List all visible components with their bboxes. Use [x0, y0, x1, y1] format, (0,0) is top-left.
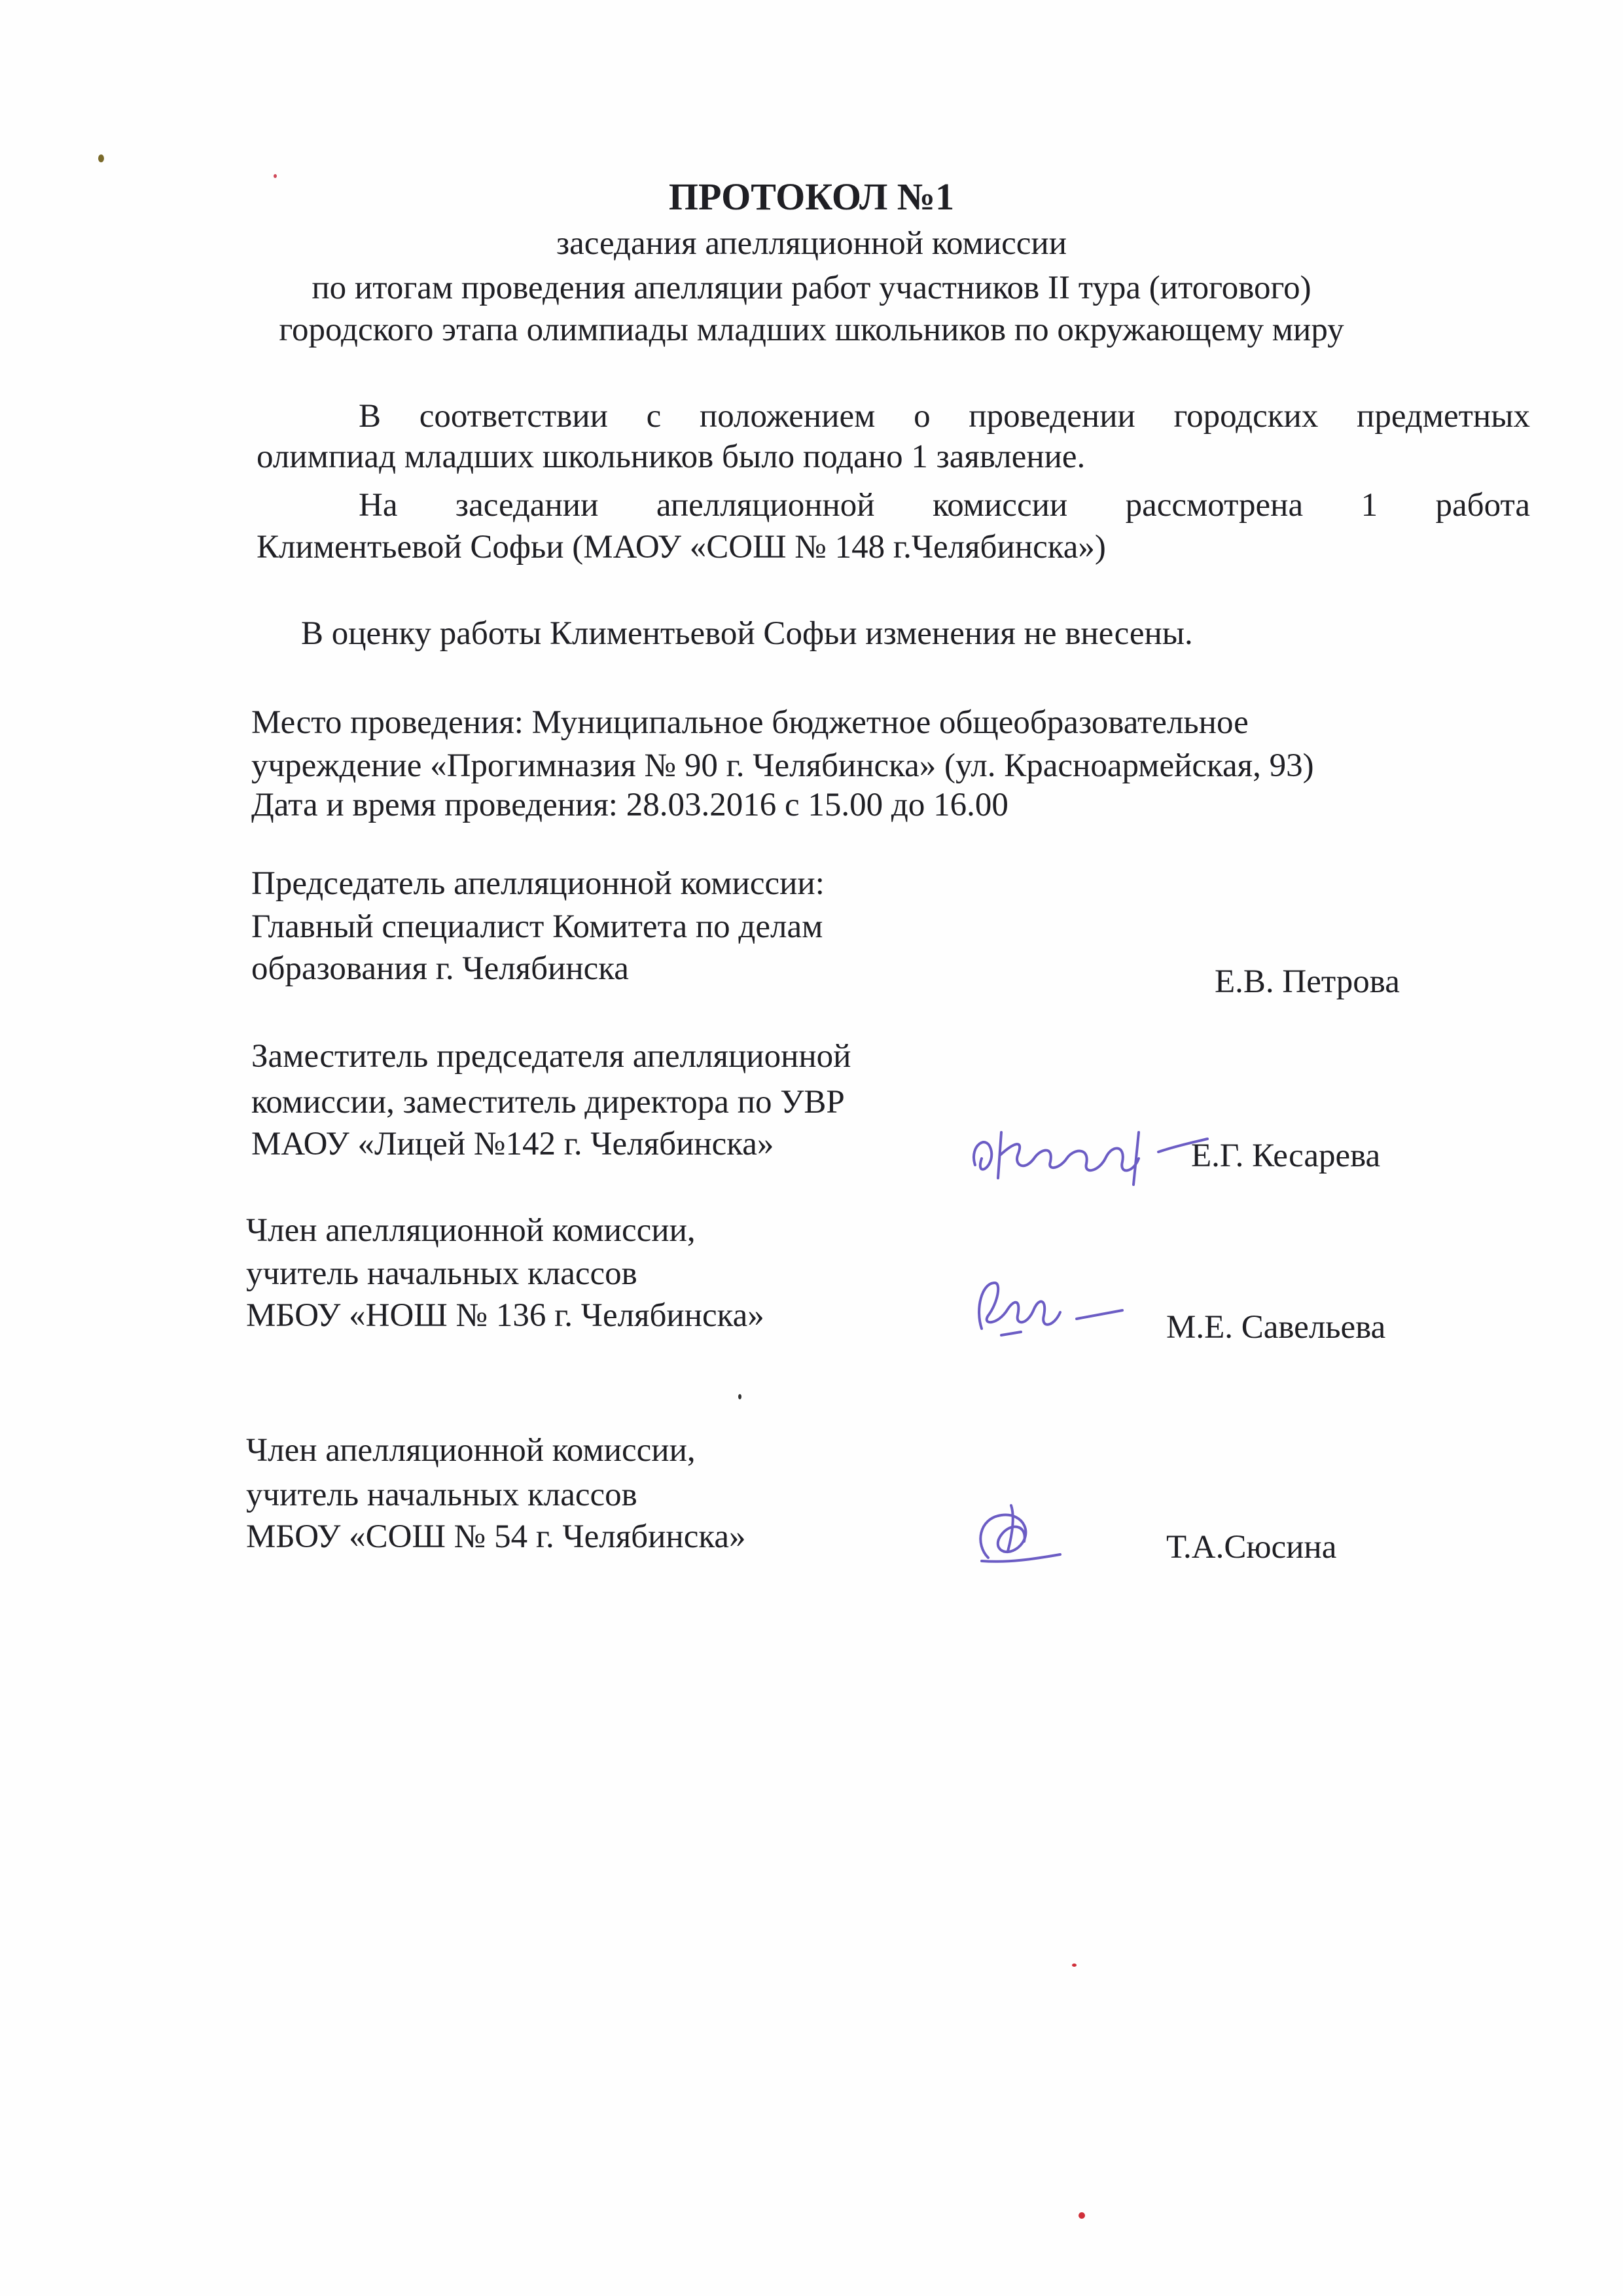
- signatory-3-role-line-3: МБОУ «НОШ № 136 г. Челябинска»: [246, 1297, 764, 1334]
- scan-speck: [1079, 2212, 1085, 2219]
- signatory-4-role-line-3: МБОУ «СОШ № 54 г. Челябинска»: [246, 1518, 746, 1555]
- scan-speck: [98, 154, 104, 162]
- signatory-4-name: Т.А.Сюсина: [1166, 1529, 1337, 1566]
- scan-speck: [738, 1394, 741, 1399]
- signatory-2-name: Е.Г. Кесарева: [1191, 1138, 1381, 1174]
- paragraph-1-line-2: олимпиад младших школьников было подано 1 заявление.: [257, 439, 1086, 475]
- signatory-1-role-line-3: образования г. Челябинска: [251, 950, 629, 987]
- signatory-2-role-line-1: Заместитель председателя апелляционной: [251, 1038, 851, 1075]
- document-title: ПРОТОКОЛ №1: [668, 175, 955, 218]
- venue-line-2: учреждение «Прогимназия № 90 г. Челябинска» (ул. Красноармейская, 93): [251, 747, 1314, 784]
- signature-savelieva: [962, 1263, 1132, 1355]
- signatory-1-name: Е.В. Петрова: [1215, 963, 1400, 1000]
- signature-syusina: [962, 1486, 1080, 1577]
- paragraph-1-line-1: В соответствии с положением о проведении городских предметных: [359, 398, 1530, 435]
- paragraph-2-line-1: На заседании апелляционной комиссии рассмотрена 1 работа: [359, 487, 1530, 524]
- signatory-4-role-line-2: учитель начальных классов: [246, 1477, 637, 1513]
- paragraph-3: В оценку работы Климентьевой Софьи изменения не внесены.: [301, 615, 1193, 652]
- signatory-3-role-line-1: Член апелляционной комиссии,: [246, 1212, 696, 1249]
- signatory-3-role-line-2: учитель начальных классов: [246, 1255, 637, 1292]
- signature-kesareva: [962, 1106, 1211, 1198]
- signatory-4-role-line-1: Член апелляционной комиссии,: [246, 1432, 696, 1469]
- subtitle-line-1: заседания апелляционной комиссии: [556, 225, 1067, 262]
- signatory-1-role-line-1: Председатель апелляционной комиссии:: [251, 865, 825, 902]
- paragraph-2-line-2: Климентьевой Софьи (МАОУ «СОШ № 148 г.Челябинска»): [257, 529, 1106, 565]
- signatory-3-name: М.Е. Савельева: [1166, 1309, 1386, 1346]
- venue-line-3: Дата и время проведения: 28.03.2016 с 15.00 до 16.00: [251, 787, 1008, 823]
- subtitle-line-2: по итогам проведения апелляции работ участников II тура (итогового): [312, 270, 1311, 306]
- signatory-2-role-line-2: комиссии, заместитель директора по УВР: [251, 1084, 845, 1121]
- venue-line-1: Место проведения: Муниципальное бюджетное общеобразовательное: [251, 704, 1249, 741]
- signatory-1-role-line-2: Главный специалист Комитета по делам: [251, 908, 823, 945]
- scan-speck: [1072, 1964, 1077, 1967]
- signatory-2-role-line-3: МАОУ «Лицей №142 г. Челябинска»: [251, 1126, 774, 1162]
- subtitle-line-3: городского этапа олимпиады младших школьников по окружающему миру: [279, 312, 1344, 348]
